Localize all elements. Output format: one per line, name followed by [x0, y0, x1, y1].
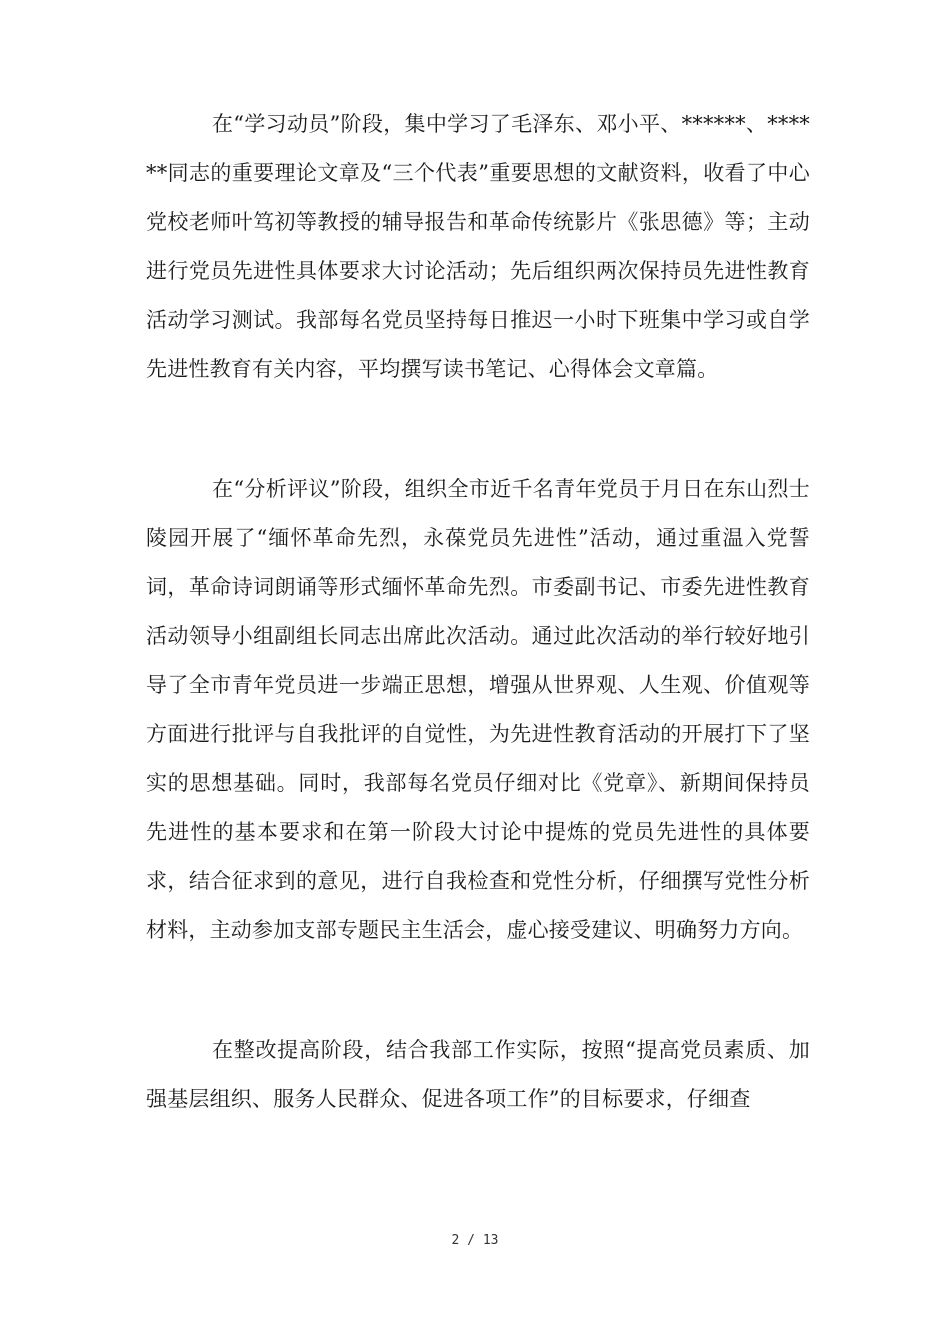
document-body — [146, 100, 810, 1124]
paragraph-rectification: 在整改提高阶段，结合我部工作实际，按照“提高党员素质、加强基层组织、服务人民群众、促进各项工作”的目标要求，仔细查 — [146, 1038, 810, 1111]
paragraph-analysis-review: 在“分析评议”阶段，组织全市近千名青年党员于月日在东山烈士陵园开展了“缅怀革命先烈，永葆党员先进性”活动，通过重温入党誓词，革命诗词朗诵等形式缅怀革命先烈。市委副书记、市委先进性教育活动领导小组副组长同志出席此次活动。通过此次活动的举行较好地引导了全市青年党员进一步端正思想，增强从世界观、人生观、价值观等方面进行批评与自我批评的自觉性，为先进性教育活动的开展打下了坚实的思想基础。同时，我部每名党员仔细对比《党章》、新期间保持员先进性的基本要求和在第一阶段大讨论中提炼的党员先进性的具体要求，结合征求到的意见，进行自我检查和党性分析，仔细撰写党性分析材料，主动参加支部专题民主生活会，虚心接受建议、明确努力方向。 — [146, 477, 810, 942]
page-number: 2 / 13 — [451, 1233, 499, 1248]
paragraph-study-mobilization: 在“学习动员”阶段，集中学习了毛泽东、邓小平、******、******同志的重要理论文章及“三个代表”重要思想的文献资料，收看了中心党校老师叶笃初等教授的辅导报告和革命传统影片《张思德》等；主动进行党员先进性具体要求大讨论活动；先后组织两次保持员先进性教育活动学习测试。我部每名党员坚持每日推迟一小时下班集中学习或自学先进性教育有关内容，平均撰写读书笔记、心得体会文章篇。 — [146, 112, 810, 381]
